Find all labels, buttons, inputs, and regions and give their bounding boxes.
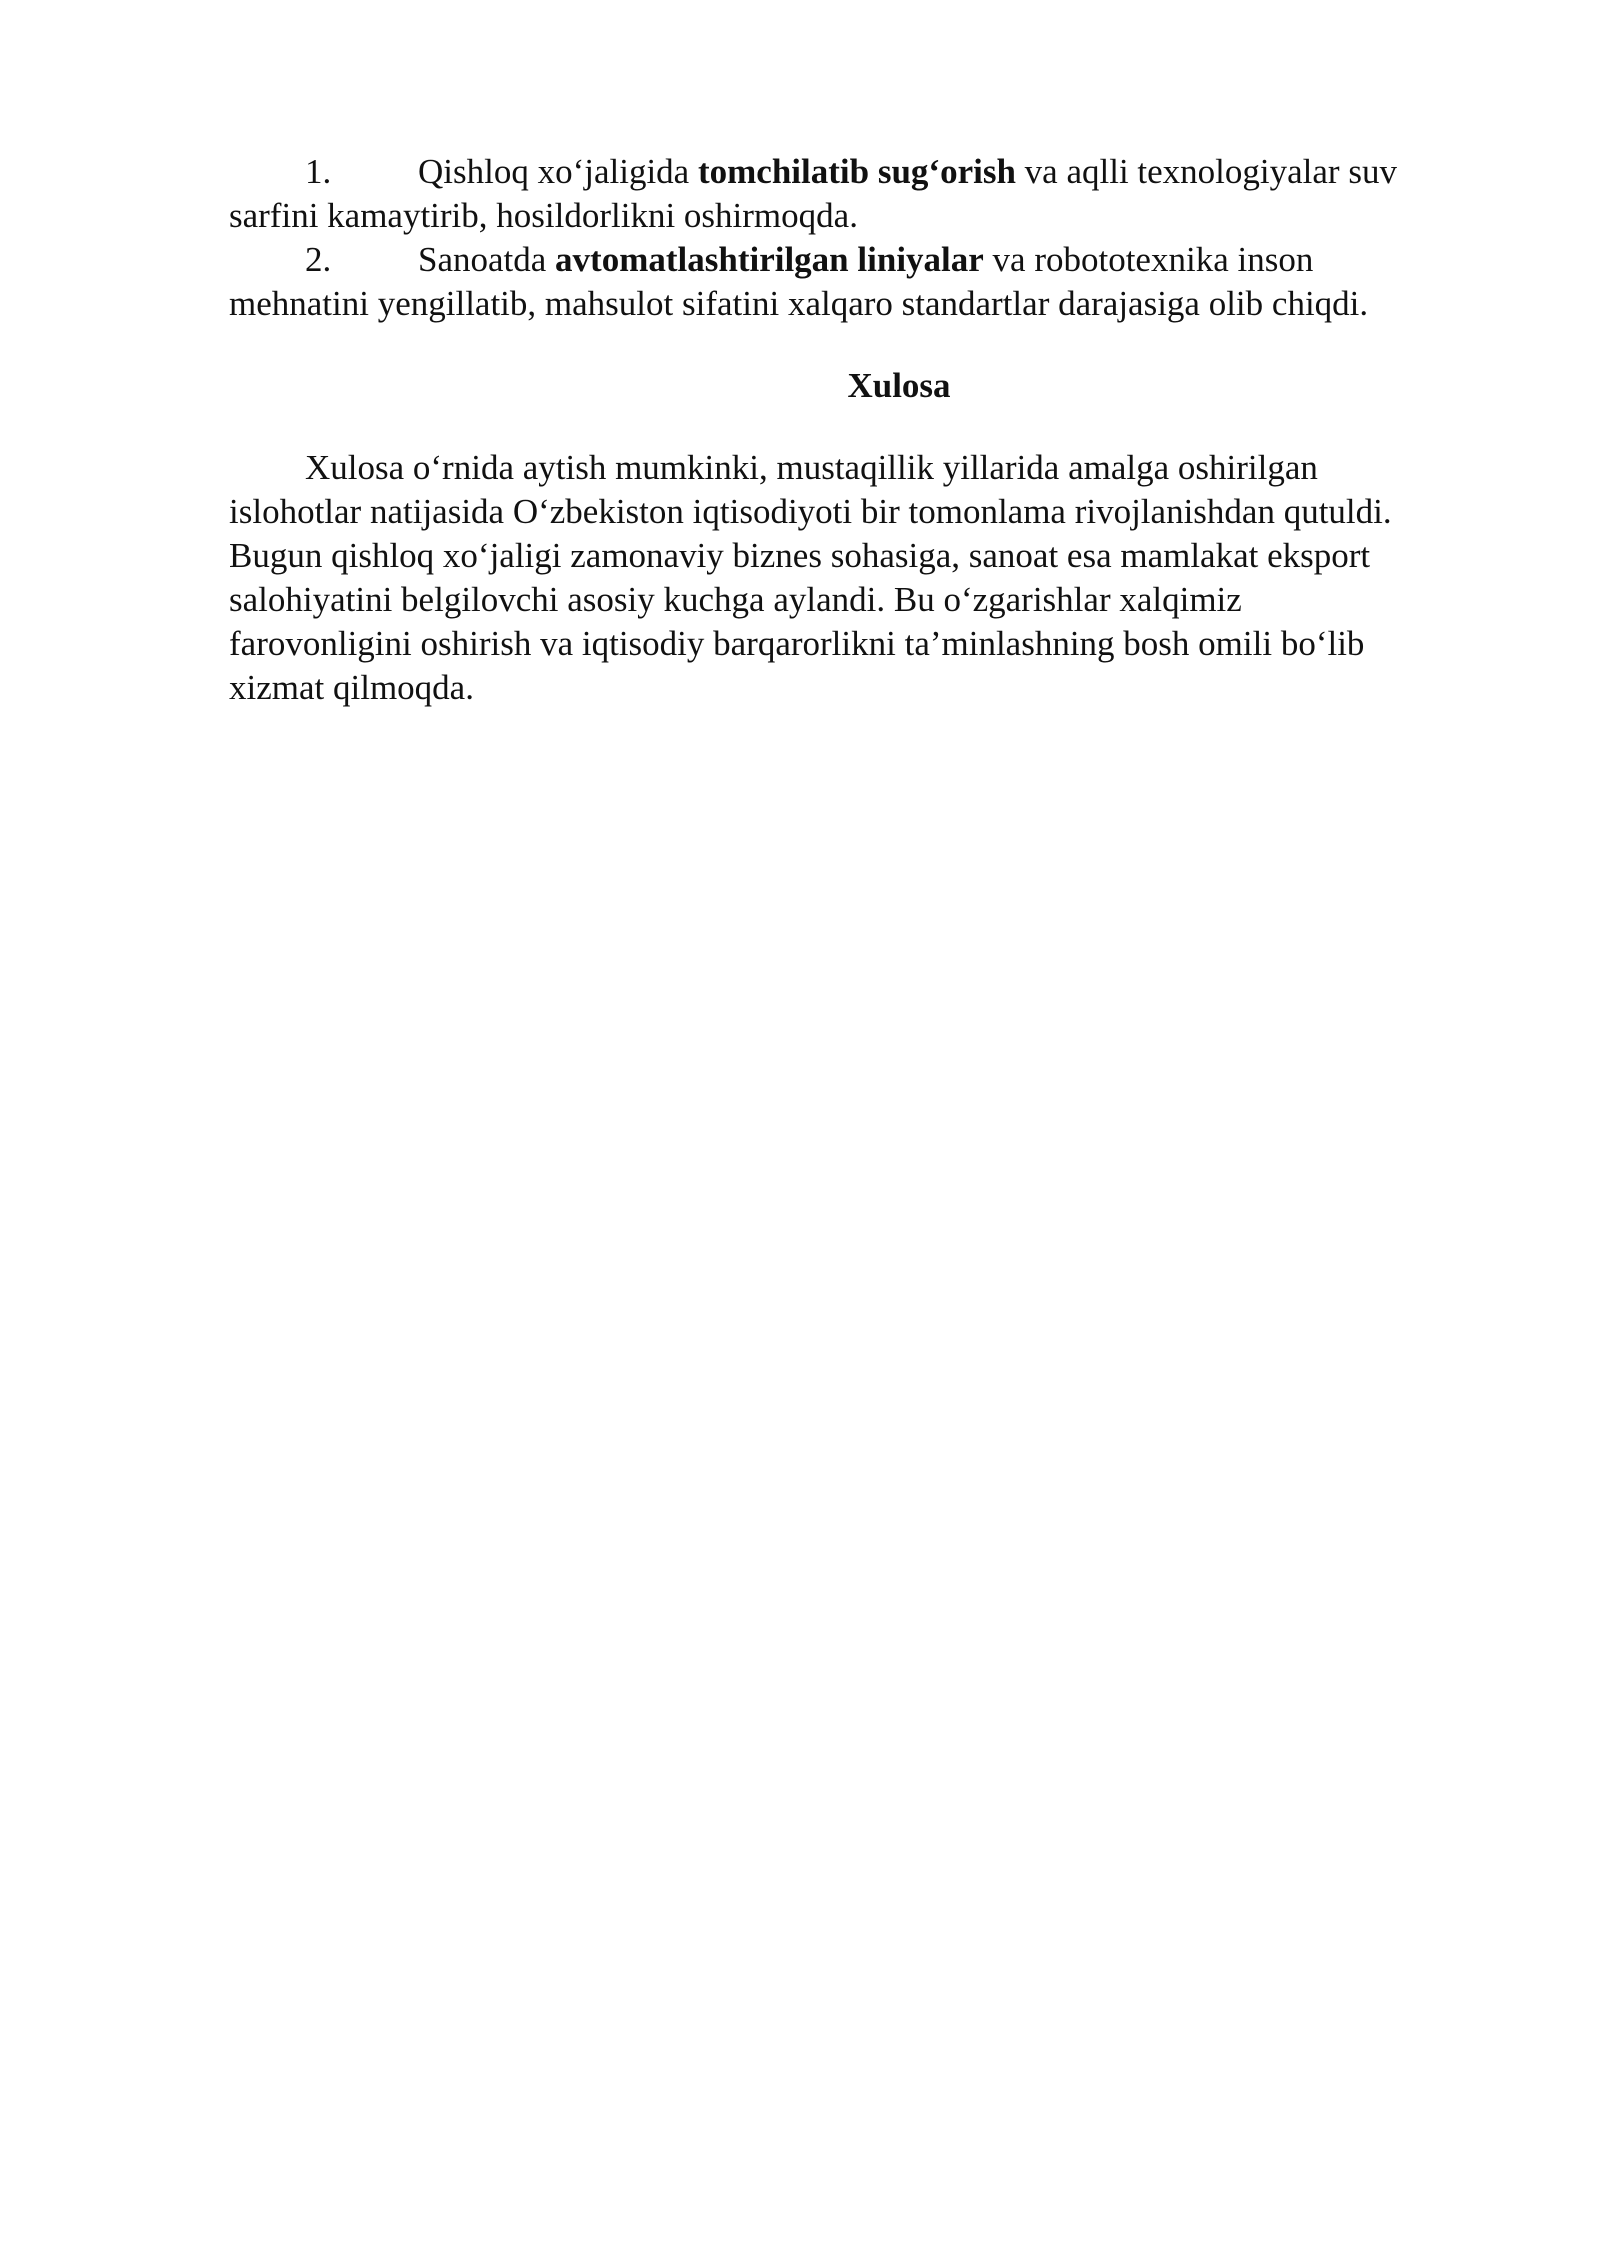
conclusion-line: farovonligini oshirish va iqtisodiy barqarorlikni ta’minlashning bosh omili bo‘lib xyxy=(229,624,1365,663)
document-body xyxy=(229,150,1489,710)
conclusion-line: xizmat qilmoqda. xyxy=(229,668,474,707)
list-text-after: va robototexnika inson xyxy=(983,240,1314,279)
list-text-before: Sanoatda xyxy=(418,240,556,279)
conclusion-line: Bugun qishloq xo‘jaligi zamonaviy biznes sohasiga, sanoat esa mamlakat eksport xyxy=(229,536,1371,575)
list-number: 2. xyxy=(305,240,332,279)
conclusion-line: islohotlar natijasida O‘zbekiston iqtisodiyoti bir tomonlama rivojlanishdan qutuldi. xyxy=(229,492,1392,531)
list-item-2 xyxy=(229,238,1489,326)
conclusion-paragraph xyxy=(229,446,1489,710)
list-bold-term: avtomatlashtirilgan liniyalar xyxy=(555,240,984,279)
list-text-continuation: sarfini kamaytirib, hosildorlikni oshirmoqda. xyxy=(229,196,858,235)
section-heading: Xulosa xyxy=(847,366,951,405)
conclusion-line: Xulosa o‘rnida aytish mumkinki, mustaqillik yillarida amalga oshirilgan xyxy=(305,448,1318,487)
list-item-1 xyxy=(229,150,1489,238)
list-bold-term: tomchilatib sug‘orish xyxy=(697,152,1016,191)
list-text-before: Qishloq xo‘jaligida xyxy=(418,152,698,191)
list-text-continuation: mehnatini yengillatib, mahsulot sifatini xalqaro standartlar darajasiga olib chiqdi. xyxy=(229,284,1369,323)
list-number: 1. xyxy=(305,152,332,191)
conclusion-line: salohiyatini belgilovchi asosiy kuchga aylandi. Bu o‘zgarishlar xalqimiz xyxy=(229,580,1242,619)
list-text-after: va aqlli texnologiyalar suv xyxy=(1015,152,1397,191)
